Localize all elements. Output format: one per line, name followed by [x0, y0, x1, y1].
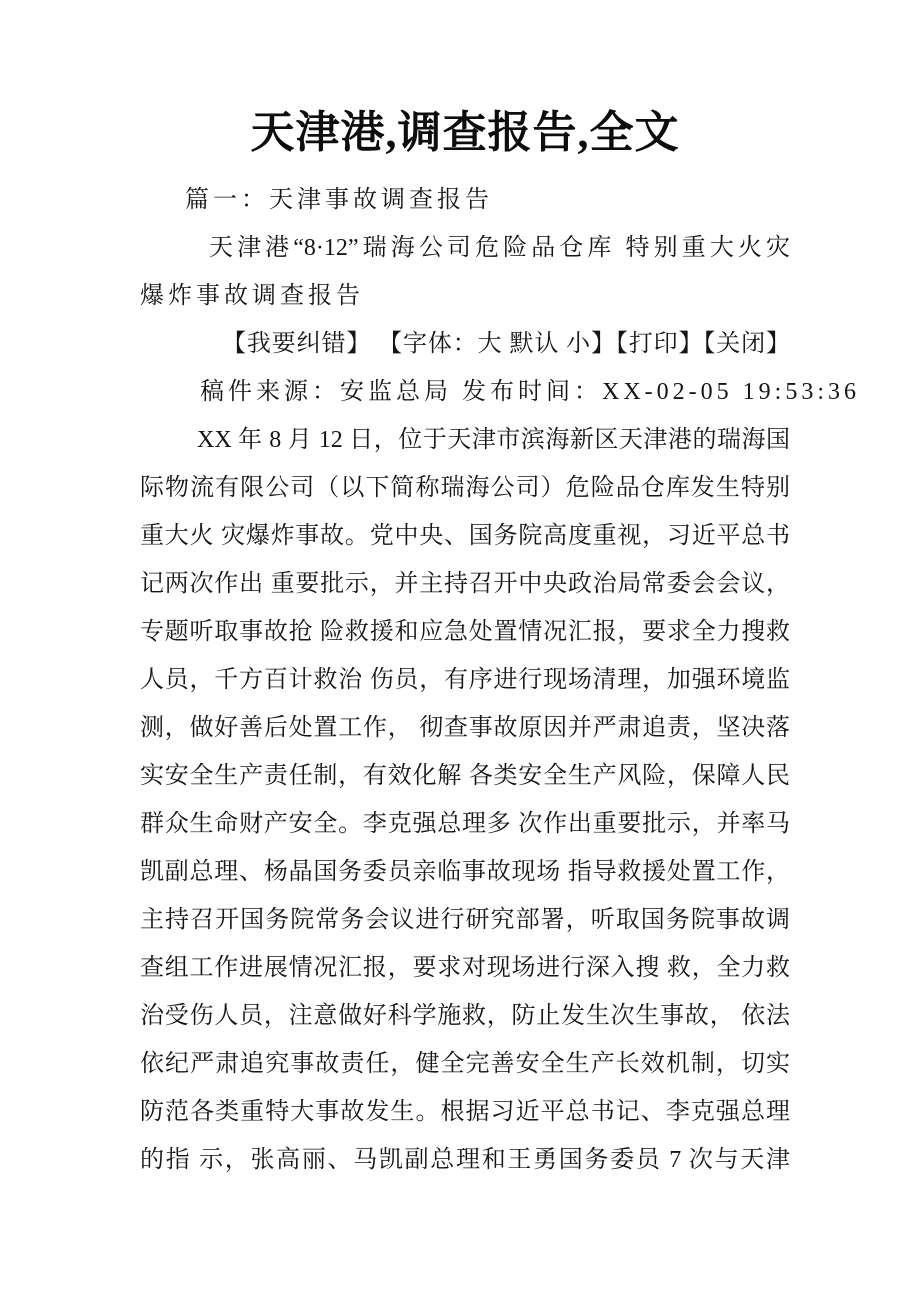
report-title-line-2: 爆炸事故调查报告: [140, 283, 364, 309]
body-text-line: 重大火 灾爆炸事故。党中央、国务院高度重视，习近平总书: [140, 523, 790, 549]
body-text-line: 查组工作进展情况汇报，要求对现场进行深入搜 救，全力救: [140, 955, 790, 981]
body-text-line: 的指 示，张高丽、马凯副总理和王勇国务委员 7 次与天津: [140, 1147, 790, 1173]
body-text-line: 治受伤人员，注意做好科学施救，防止发生次生事故， 依法: [140, 1003, 790, 1029]
body-text-line: 依纪严肃追究事故责任，健全完善安全生产长效机制，切实: [140, 1051, 790, 1077]
body-text-line: 主持召开国务院常务会议进行研究部署，听取国务院事故调: [140, 907, 790, 933]
report-title-line-1: 天津港“8·12”瑞海公司危险品仓库 特别重大火灾: [209, 235, 790, 261]
body-text-line: 专题听取事故抢 险救援和应急处置情况汇报，要求全力搜救: [140, 619, 790, 645]
body-text-line: 凯副总理、杨晶国务委员亲临事故现场 指导救援处置工作，: [140, 859, 790, 885]
document-body: [140, 176, 860, 1184]
section-label-line: 篇一：天津事故调查报告: [185, 187, 493, 213]
body-text-line: 防范各类重特大事故发生。根据习近平总书记、李克强总理: [140, 1099, 790, 1125]
body-text-line: 人员，千方百计救治 伤员，有序进行现场清理，加强环境监: [140, 667, 790, 693]
body-text-line: 群众生命财产安全。李克强总理多 次作出重要批示，并率马: [140, 811, 790, 837]
toolbar-text-line: 【我要纠错】 【字体：大 默认 小】【打印】【关闭】: [222, 331, 790, 357]
body-text-line: 记两次作出 重要批示，并主持召开中央政治局常委会会议，: [140, 571, 790, 597]
body-text-line: XX 年 8 月 12 日，位于天津市滨海新区天津港的瑞海国: [197, 427, 790, 453]
document-title: 天津港,调查报告,全文: [250, 108, 680, 157]
body-text-line: 实安全生产责任制，有效化解 各类安全生产风险，保障人民: [140, 763, 790, 789]
source-info-line: 稿件来源：安监总局 发布时间：XX-02-05 19:53:36: [200, 379, 860, 405]
body-text-line: 际物流有限公司（以下简称瑞海公司）危险品仓库发生特别: [140, 475, 790, 501]
body-text-line: 测，做好善后处置工作， 彻查事故原因并严肃追责，坚决落: [140, 715, 790, 741]
